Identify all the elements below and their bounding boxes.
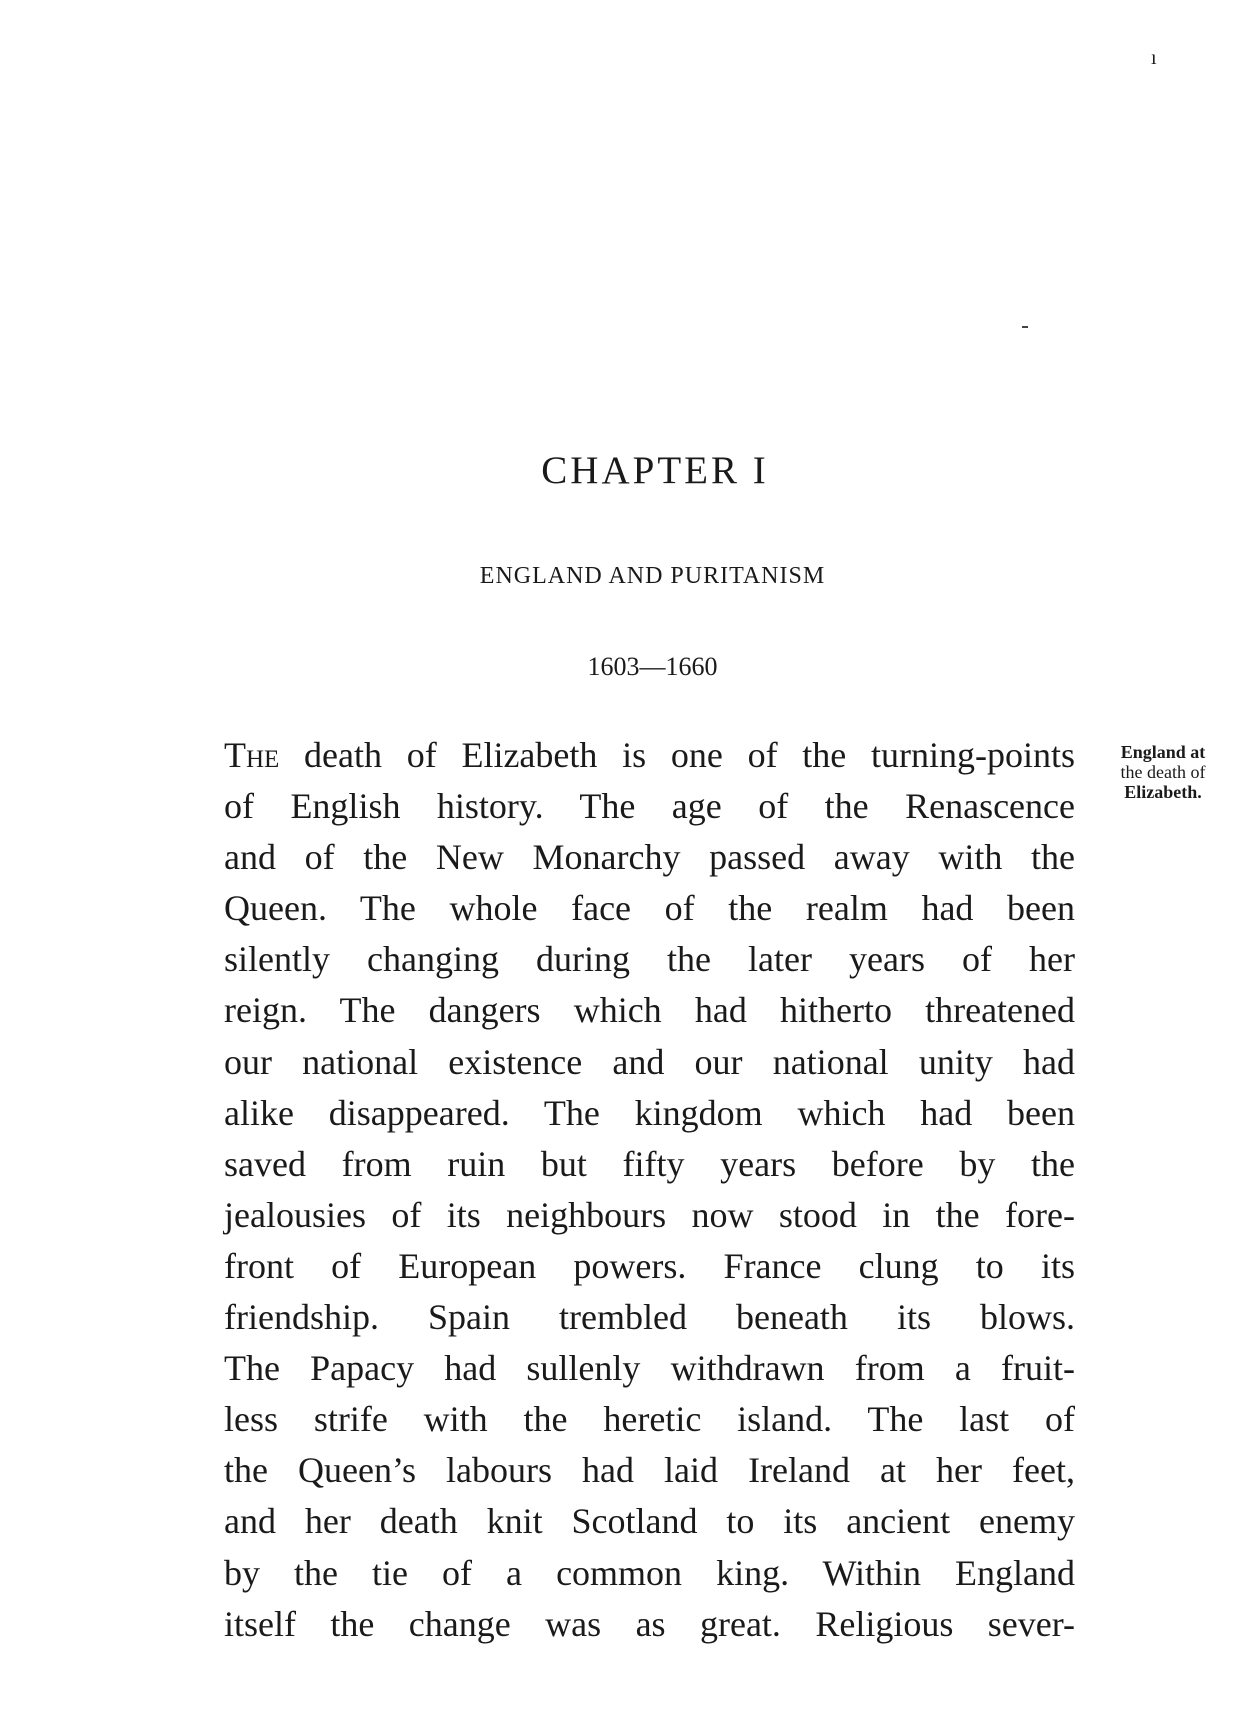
body-line: and her death knit Scotland to its ancient enemy [224, 1501, 1075, 1542]
body-line: itself the change was as great. Religious sever- [224, 1603, 1075, 1644]
margin-note [1088, 742, 1238, 802]
chapter-subtitle: ENGLAND AND PURITANISM [479, 563, 826, 589]
margin-note-line: Elizabeth. [1124, 782, 1202, 802]
body-line: The Papacy had sullenly withdrawn from a fruit- [224, 1348, 1075, 1389]
body-line: front of European powers. France clung to its [224, 1245, 1075, 1286]
body-line: silently changing during the later years of her [224, 939, 1075, 980]
page-mark: ı [1151, 47, 1157, 69]
body-line: jealousies of its neighbours now stood in the fore- [224, 1194, 1075, 1235]
body-line: reign. The dangers which had hitherto threatened [224, 990, 1075, 1031]
body-line: the Queen’s labours had laid Ireland at her feet, [224, 1450, 1075, 1491]
body-line: of English history. The age of the Renascence [224, 786, 1075, 827]
body-line: our national existence and our national unity had [224, 1041, 1075, 1082]
margin-note-line: England at [1120, 742, 1206, 762]
body-text [224, 730, 1075, 1650]
body-line: saved from ruin but fifty years before by the [224, 1143, 1075, 1184]
print-speck [1022, 326, 1028, 328]
chapter-dates: 1603—1660 [587, 652, 718, 681]
body-line-rest: death of Elizabeth is one of the turning-points [279, 735, 1075, 775]
body-line: alike disappeared. The kingdom which had been [224, 1092, 1075, 1133]
body-line [224, 730, 1075, 781]
body-line: less strife with the heretic island. The last of [224, 1399, 1075, 1440]
chapter-title: CHAPTER I [541, 449, 769, 492]
first-word: The [224, 735, 280, 775]
body-line: by the tie of a common king. Within England [224, 1552, 1075, 1593]
body-line: friendship. Spain trembled beneath its blows. [224, 1297, 1075, 1338]
margin-note-line: the death of [1120, 762, 1206, 782]
body-line: and of the New Monarchy passed away with the [224, 837, 1075, 878]
body-line: Queen. The whole face of the realm had been [224, 888, 1075, 929]
